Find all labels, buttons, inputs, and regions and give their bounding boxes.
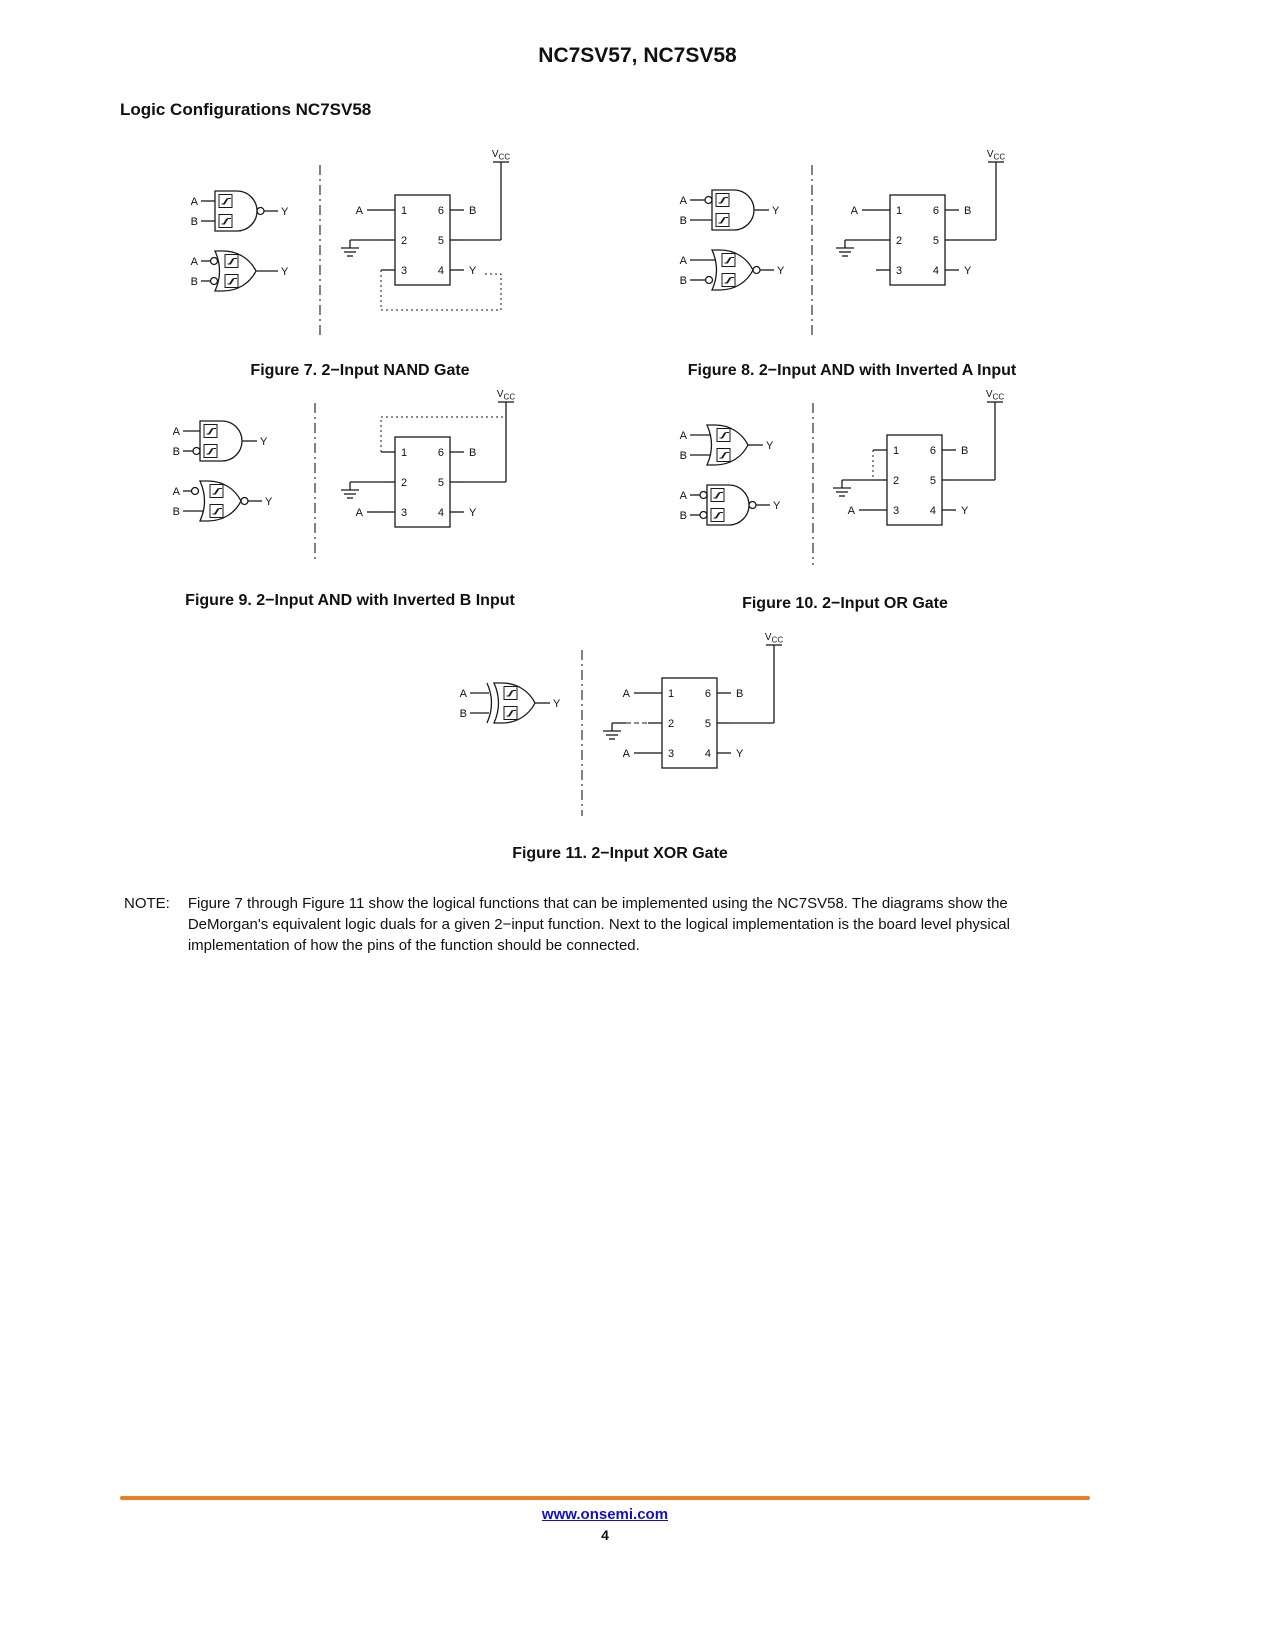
pin6-number: 6 (437, 205, 444, 217)
and-gate-inverted-b-symbol (173, 421, 268, 461)
package-diagram (341, 149, 510, 310)
package-diagram (833, 389, 1004, 525)
schmitt-hysteresis-icon (722, 254, 735, 267)
pin2-number: 2 (668, 718, 675, 730)
pin-y-label: Y (964, 265, 972, 277)
pin-b-label: B (961, 445, 969, 457)
nand-gate-inverted-inputs-symbol (680, 485, 781, 525)
figure-11-caption: Figure 11. 2−Input XOR Gate (512, 845, 728, 862)
nor-gate-inverted-b-symbol (680, 250, 785, 290)
note-label: NOTE: (124, 895, 170, 912)
pin2-number: 2 (401, 235, 408, 247)
figure-9-caption: Figure 9. 2−Input AND with Inverted B Input (185, 592, 515, 609)
inversion-bubble (753, 267, 760, 274)
input-b-label: B (679, 510, 687, 522)
schmitt-hysteresis-icon (225, 255, 238, 268)
pin-y-label: Y (469, 265, 477, 277)
inversion-bubble (211, 258, 218, 265)
pin2-number: 2 (896, 235, 903, 247)
schmitt-hysteresis-icon (717, 429, 730, 442)
schmitt-hysteresis-icon (204, 425, 217, 438)
footer-link[interactable]: www.onsemi.com (541, 1506, 669, 1523)
input-a-label: A (679, 255, 687, 267)
pin3-number: 3 (401, 265, 408, 277)
pin6-number: 6 (929, 445, 936, 457)
schmitt-hysteresis-icon (204, 445, 217, 458)
vcc-rail (956, 389, 1004, 480)
pin5-number: 5 (932, 235, 939, 247)
vcc-rail (959, 149, 1005, 240)
pin-a-label: A (850, 205, 858, 217)
schmitt-hysteresis-icon (717, 449, 730, 462)
input-a-label: A (679, 490, 687, 502)
schmitt-hysteresis-icon (716, 194, 729, 207)
input-b-label: B (190, 276, 198, 288)
figure-8-diagram (672, 145, 1032, 337)
input-b-label: B (459, 708, 467, 720)
schmitt-hysteresis-icon (716, 214, 729, 227)
nor-gate-inverted-a-symbol (173, 481, 273, 521)
input-a-label: A (679, 430, 687, 442)
schmitt-hysteresis-icon (504, 707, 517, 720)
note-text: Figure 7 through Figure 11 show the logical functions that can be implemented using the NC7SV58. The diagrams show the DeMorgan's equivalent logic duals for a given 2−input function. Next to the logical implementation is the board level physical implementation of how the pins of the function should be connected. (187, 895, 1010, 954)
pin-a3-label: A (622, 748, 630, 760)
schmitt-hysteresis-icon (711, 489, 724, 502)
pin3-number: 3 (893, 505, 900, 517)
negative-or-gate-symbol (191, 251, 289, 291)
nand-gate-symbol (191, 191, 289, 231)
pin3-number: 3 (896, 265, 903, 277)
pin6-number: 6 (932, 205, 939, 217)
document-title: NC7SV57, NC7SV58 (538, 44, 737, 67)
vcc-rail (731, 632, 783, 723)
inversion-bubble (749, 502, 756, 509)
page-number: 4 (601, 1527, 609, 1543)
pin-b-label: B (736, 688, 744, 700)
package-diagram (603, 632, 783, 768)
input-b-label: B (172, 506, 180, 518)
pin5-number: 5 (929, 475, 936, 487)
ground-symbol (836, 240, 876, 256)
vcc-label: $V_{CC}$ (764, 632, 784, 645)
section-heading: Logic Configurations NC7SV58 (120, 100, 372, 119)
schmitt-hysteresis-icon (711, 509, 724, 522)
output-y-label: Y (553, 698, 561, 710)
inversion-bubble (700, 512, 707, 519)
vcc-label: $V_{CC}$ (986, 149, 1006, 162)
pin-b-label: B (964, 205, 972, 217)
vcc-label: $V_{CC}$ (491, 149, 511, 162)
output-y-label: Y (777, 265, 785, 277)
ground-symbol (603, 723, 648, 739)
figure-7-caption: Figure 7. 2−Input NAND Gate (250, 362, 470, 379)
ground-symbol (341, 240, 381, 256)
pin4-number: 4 (932, 265, 939, 277)
schmitt-hysteresis-icon (219, 215, 232, 228)
input-b-label: B (679, 450, 687, 462)
package-diagram (836, 149, 1005, 285)
pin4-number: 4 (437, 507, 444, 519)
inversion-bubble (193, 448, 200, 455)
input-a-label: A (190, 196, 198, 208)
pin6-number: 6 (437, 447, 444, 459)
pin6-number: 6 (704, 688, 711, 700)
pin1-number: 1 (401, 205, 408, 217)
footer-rule (120, 1496, 1090, 1500)
output-y-label: Y (265, 496, 273, 508)
vcc-label: $V_{CC}$ (985, 389, 1005, 402)
pin-b-label: B (469, 447, 477, 459)
inversion-bubble (257, 208, 264, 215)
figure-7-diagram (185, 145, 535, 337)
package-diagram (341, 389, 515, 527)
input-a-label: A (190, 256, 198, 268)
note-block (124, 893, 1053, 956)
input-a-label: A (172, 426, 180, 438)
pin2-number: 2 (893, 475, 900, 487)
figure-11-xor (430, 628, 810, 863)
figure-7-nand (185, 145, 535, 380)
pin-a-label: A (355, 507, 363, 519)
output-y-label: Y (766, 440, 774, 452)
schmitt-hysteresis-icon (504, 687, 517, 700)
pin4-number: 4 (704, 748, 711, 760)
pin-y-label: Y (961, 505, 969, 517)
vcc-rail (464, 149, 510, 240)
pin5-number: 5 (704, 718, 711, 730)
pin-a-label: A (355, 205, 363, 217)
schmitt-hysteresis-icon (722, 274, 735, 287)
inversion-bubble (192, 488, 199, 495)
pin4-number: 4 (437, 265, 444, 277)
pin-b-label: B (469, 205, 477, 217)
figure-10-or (665, 385, 1025, 613)
pin5-number: 5 (437, 235, 444, 247)
page-footer (120, 1496, 1090, 1543)
pin1-number: 1 (896, 205, 903, 217)
input-a-label: A (459, 688, 467, 700)
vcc-rail (464, 389, 515, 482)
figure-9-diagram (165, 385, 535, 567)
pin1-number: 1 (401, 447, 408, 459)
input-a-label: A (679, 195, 687, 207)
pin-a1-label: A (622, 688, 630, 700)
pin5-number: 5 (437, 477, 444, 489)
input-b-label: B (190, 216, 198, 228)
inversion-bubble (211, 278, 218, 285)
pin1-number: 1 (668, 688, 675, 700)
output-y-label: Y (260, 436, 268, 448)
vcc-label: $V_{CC}$ (496, 389, 516, 402)
inversion-bubble (700, 492, 707, 499)
output-y-label: Y (281, 266, 289, 278)
input-b-label: B (679, 275, 687, 287)
inversion-bubble (241, 498, 248, 505)
figure-10-caption: Figure 10. 2−Input OR Gate (742, 595, 948, 612)
pin1-number: 1 (893, 445, 900, 457)
inversion-bubble (705, 197, 712, 204)
figure-11-diagram (430, 628, 810, 820)
inversion-bubble (706, 277, 713, 284)
schmitt-hysteresis-icon (210, 485, 223, 498)
schmitt-hysteresis-icon (219, 195, 232, 208)
pin3-number: 3 (401, 507, 408, 519)
output-y-label: Y (281, 206, 289, 218)
pin-y-label: Y (469, 507, 477, 519)
pin-y-label: Y (736, 748, 744, 760)
schmitt-hysteresis-icon (225, 275, 238, 288)
figure-8-and-inverted-a (672, 145, 1032, 380)
input-b-label: B (679, 215, 687, 227)
pin3-number: 3 (668, 748, 675, 760)
pin-a-label: A (847, 505, 855, 517)
input-a-label: A (172, 486, 180, 498)
schmitt-hysteresis-icon (210, 505, 223, 518)
pin4-number: 4 (929, 505, 936, 517)
ground-symbol (833, 480, 873, 496)
xor-gate-symbol (460, 683, 561, 723)
input-b-label: B (172, 446, 180, 458)
output-y-label: Y (773, 500, 781, 512)
ground-symbol (341, 482, 381, 498)
figure-9-and-inverted-b (165, 385, 535, 610)
figure-10-diagram (665, 385, 1025, 570)
pin2-number: 2 (401, 477, 408, 489)
figure-8-caption: Figure 8. 2−Input AND with Inverted A Input (687, 362, 1017, 379)
or-gate-symbol (680, 425, 774, 465)
output-y-label: Y (772, 205, 780, 217)
and-gate-inverted-a-symbol (680, 190, 780, 230)
